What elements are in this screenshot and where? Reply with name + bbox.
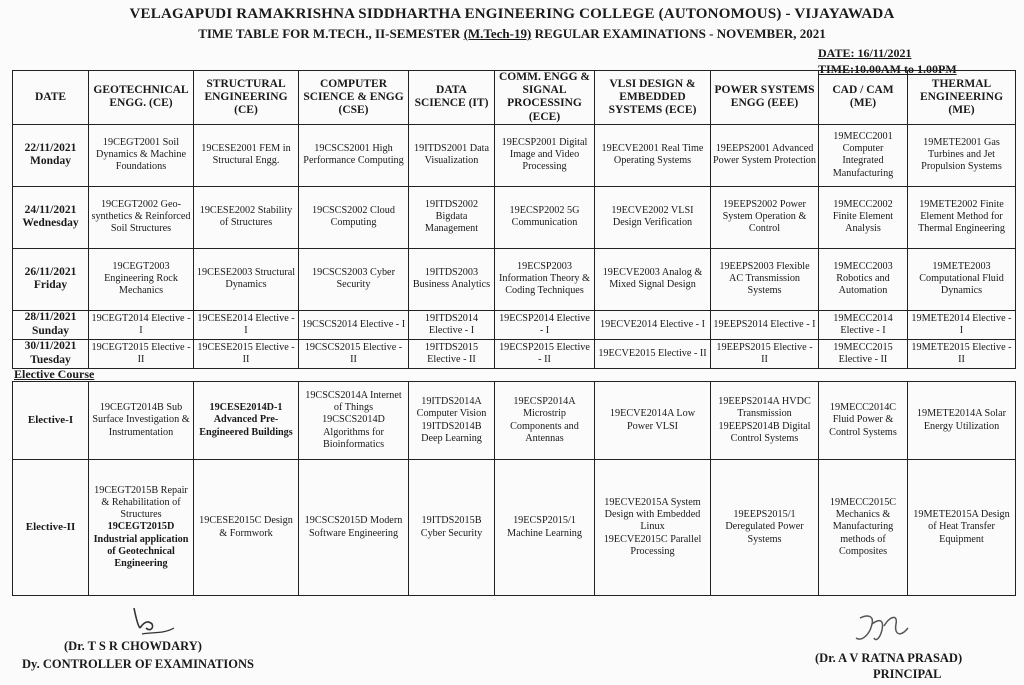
elective-course: 19ECSP2014A Microstrip Components and Antennas (510, 396, 579, 444)
col-header: STRUCTURAL ENGINEERING (CE) (194, 71, 299, 125)
elective-course: 19CESE2014D-1 Advanced Pre-Engineered Buildings (199, 402, 293, 438)
exam-date: 24/11/2021 (24, 203, 77, 216)
exam-day: Friday (33, 279, 68, 292)
exam-date-cell (13, 124, 89, 186)
elective-course-cell (908, 382, 1016, 460)
elective-table (12, 381, 1016, 596)
elective-course-cell (819, 382, 908, 460)
elective-row (13, 460, 1016, 596)
elective-course: 19ECVE2015C Parallel Processing (603, 533, 702, 557)
course-cell: 19EEPS2002 Power System Operation & Control (711, 186, 819, 248)
course-cell: 19MECC2003 Robotics and Automation (819, 248, 908, 310)
timetable-row (13, 124, 1016, 186)
col-header: DATA SCIENCE (IT) (409, 71, 495, 125)
elective-course-cell (409, 382, 495, 460)
exam-date-cell (13, 310, 89, 339)
elective-course-cell (495, 460, 595, 596)
exam-date: 26/11/2021 (24, 265, 77, 278)
issue-date: DATE: 16/11/2021 (818, 46, 912, 60)
course-cell: 19METE2001 Gas Turbines and Jet Propulsion Systems (908, 124, 1016, 186)
elective-label: Elective-II (13, 460, 89, 596)
controller-name: (Dr. T S R CHOWDARY) (64, 639, 202, 653)
elective-course: 19CEGT2014B Sub Surface Investigation & Instrumentation (92, 402, 190, 438)
elective-course: 19MECC2015C Mechanics & Manufacturing methods of Composites (829, 496, 897, 557)
principal-name: (Dr. A V RATNA PRASAD) (815, 651, 963, 665)
controller-signature (128, 598, 188, 640)
col-header: THERMAL ENGINEERING (ME) (908, 71, 1016, 125)
course-cell: 19CEGT2001 Soil Dynamics & Machine Foundations (89, 124, 194, 186)
controller-role: Dy. CONTROLLER OF EXAMINATIONS (22, 657, 254, 671)
course-cell: 19ECVE2002 VLSI Design Verification (595, 186, 711, 248)
elective-course-cell (711, 460, 819, 596)
exam-date: 30/11/2021 (24, 340, 77, 353)
elective-course: 19CESE2015C Design & Formwork (199, 515, 293, 539)
elective-course: 19CEGT2015B Repair & Rehabilitation of Structures (94, 484, 188, 521)
elective-course: 19EEPS2014B Digital Control Systems (718, 420, 811, 444)
elective-course: 19CEGT2015D Industrial application of Geotechnical Engineering (93, 521, 189, 570)
elective-course: 19CSCS2014D Algorithms for Bioinformatics (322, 414, 385, 450)
exam-day: Wednesday (22, 217, 79, 230)
timetable-row (13, 248, 1016, 310)
course-cell: 19CESE2001 FEM in Structural Engg. (194, 124, 299, 186)
timetable-row (13, 339, 1016, 368)
elective-course-cell (908, 460, 1016, 596)
course-cell: 19ITDS2003 Business Analytics (409, 248, 495, 310)
col-header: DATE (13, 71, 89, 125)
elective-course-cell (819, 460, 908, 596)
principal-signature (850, 608, 930, 652)
elective-course: 19ECSP2015/1 Machine Learning (507, 515, 582, 539)
subtitle-suffix: REGULAR EXAMINATIONS - NOVEMBER, 2021 (531, 26, 826, 41)
principal-role: PRINCIPAL (873, 667, 942, 681)
elective-course-cell (595, 382, 711, 460)
course-cell: 19EEPS2014 Elective - I (711, 310, 819, 339)
course-cell: 19ECVE2014 Elective - I (595, 310, 711, 339)
col-header: POWER SYSTEMS ENGG (EEE) (711, 71, 819, 125)
elective-course: 19METE2015A Design of Heat Transfer Equipment (913, 509, 1010, 545)
course-cell: 19CESE2015 Elective - II (194, 339, 299, 368)
course-cell: 19CESE2003 Structural Dynamics (194, 248, 299, 310)
exam-date: 28/11/2021 (24, 311, 77, 324)
elective-course: 19EEPS2015/1 Deregulated Power Systems (725, 509, 804, 545)
col-header: COMM. ENGG & SIGNAL PROCESSING (ECE) (495, 71, 595, 125)
exam-day: Tuesday (30, 353, 71, 366)
course-cell: 19ECVE2015 Elective - II (595, 339, 711, 368)
exam-day: Sunday (31, 324, 70, 337)
course-cell: 19EEPS2001 Advanced Power System Protection (711, 124, 819, 186)
course-cell: 19CESE2014 Elective - I (194, 310, 299, 339)
course-cell: 19CSCS2015 Elective - II (299, 339, 409, 368)
course-cell: 19ECSP2003 Information Theory & Coding Techniques (495, 248, 595, 310)
course-cell: 19ITDS2014 Elective - I (409, 310, 495, 339)
elective-course: 19CSCS2014A Internet of Things (305, 389, 402, 414)
exam-date-cell (13, 186, 89, 248)
elective-course: 19ECVE2015A System Design with Embedded Linux (604, 496, 701, 533)
course-cell: 19ECVE2001 Real Time Operating Systems (595, 124, 711, 186)
exam-day: Monday (30, 155, 71, 168)
elective-course: 19METE2014A Solar Energy Utilization (916, 408, 1007, 432)
college-title: VELAGAPUDI RAMAKRISHNA SIDDHARTHA ENGINEERING COLLEGE (AUTONOMOUS) - VIJAYAWADA (129, 6, 895, 22)
elective-course-cell (89, 460, 194, 596)
col-header: GEOTECHNICAL ENGG. (CE) (89, 71, 194, 125)
course-cell: 19CEGT2003 Engineering Rock Mechanics (89, 248, 194, 310)
elective-course-cell (711, 382, 819, 460)
col-header: COMPUTER SCIENCE & ENGG (CSE) (299, 71, 409, 125)
elective-course: 19ECVE2014A Low Power VLSI (609, 408, 696, 432)
course-cell: 19MECC2014 Elective - I (819, 310, 908, 339)
course-cell: 19MECC2001 Computer Integrated Manufacturing (819, 124, 908, 186)
elective-course: 19EEPS2014A HVDC Transmission (718, 396, 811, 420)
course-cell: 19EEPS2015 Elective - II (711, 339, 819, 368)
elective-course-cell (409, 460, 495, 596)
course-cell: 19METE2002 Finite Element Method for Thermal Engineering (908, 186, 1016, 248)
subtitle-scheme: (M.Tech-19) (463, 26, 532, 41)
course-cell: 19METE2015 Elective - II (908, 339, 1016, 368)
course-cell: 19METE2003 Computational Fluid Dynamics (908, 248, 1016, 310)
course-cell: 19ECSP2002 5G Communication (495, 186, 595, 248)
exam-subtitle (0, 26, 1024, 42)
col-header: VLSI DESIGN & EMBEDDED SYSTEMS (ECE) (595, 71, 711, 125)
course-cell: 19ITDS2001 Data Visualization (409, 124, 495, 186)
elective-course-cell (194, 460, 299, 596)
course-cell: 19CEGT2015 Elective - II (89, 339, 194, 368)
course-cell: 19ECSP2015 Elective - II (495, 339, 595, 368)
elective-course-cell (299, 460, 409, 596)
exam-date: 22/11/2021 (24, 141, 77, 154)
course-cell: 19ECSP2001 Digital Image and Video Processing (495, 124, 595, 186)
timetable-header-row (13, 71, 1016, 125)
course-cell: 19ECVE2003 Analog & Mixed Signal Design (595, 248, 711, 310)
exam-time: TIME:10.00AM to 1.00PM (818, 62, 957, 76)
col-header: CAD / CAM (ME) (819, 71, 908, 125)
elective-course-cell (194, 382, 299, 460)
course-cell: 19ECSP2014 Elective - I (495, 310, 595, 339)
timetable (12, 70, 1016, 369)
controller-signature-block (0, 639, 254, 672)
elective-course-heading: Elective Course (14, 367, 95, 381)
elective-row (13, 382, 1016, 460)
elective-label: Elective-I (13, 382, 89, 460)
elective-course-cell (495, 382, 595, 460)
course-cell: 19CSCS2014 Elective - I (299, 310, 409, 339)
elective-course: 19ITDS2014A Computer Vision (416, 396, 487, 420)
elective-course: 19ITDS2014B Deep Learning (421, 420, 482, 444)
course-cell: 19CSCS2002 Cloud Computing (299, 186, 409, 248)
course-cell: 19CEGT2014 Elective - I (89, 310, 194, 339)
elective-course-cell (89, 382, 194, 460)
course-cell: 19MECC2015 Elective - II (819, 339, 908, 368)
subtitle-prefix: TIME TABLE FOR M.TECH., II-SEMESTER (198, 26, 464, 41)
course-cell: 19MECC2002 Finite Element Analysis (819, 186, 908, 248)
elective-course-cell (595, 460, 711, 596)
exam-date-cell (13, 339, 89, 368)
timetable-row (13, 310, 1016, 339)
elective-course: 19CSCS2015D Modern Software Engineering (304, 515, 403, 539)
course-cell: 19CSCS2001 High Performance Computing (299, 124, 409, 186)
elective-course: 19ITDS2015B Cyber Security (420, 515, 483, 539)
course-cell: 19CESE2002 Stability of Structures (194, 186, 299, 248)
course-cell: 19ITDS2002 Bigdata Management (409, 186, 495, 248)
course-cell: 19CEGT2002 Geo-synthetics & Reinforced Soil Structures (89, 186, 194, 248)
principal-signature-block (815, 651, 962, 682)
course-cell: 19ITDS2015 Elective - II (409, 339, 495, 368)
course-cell: 19METE2014 Elective - I (908, 310, 1016, 339)
elective-course-cell (299, 382, 409, 460)
exam-date-cell (13, 248, 89, 310)
elective-course: 19MECC2014C Fluid Power & Control Systems (829, 402, 897, 438)
course-cell: 19CSCS2003 Cyber Security (299, 248, 409, 310)
course-cell: 19EEPS2003 Flexible AC Transmission Systems (711, 248, 819, 310)
timetable-row (13, 186, 1016, 248)
